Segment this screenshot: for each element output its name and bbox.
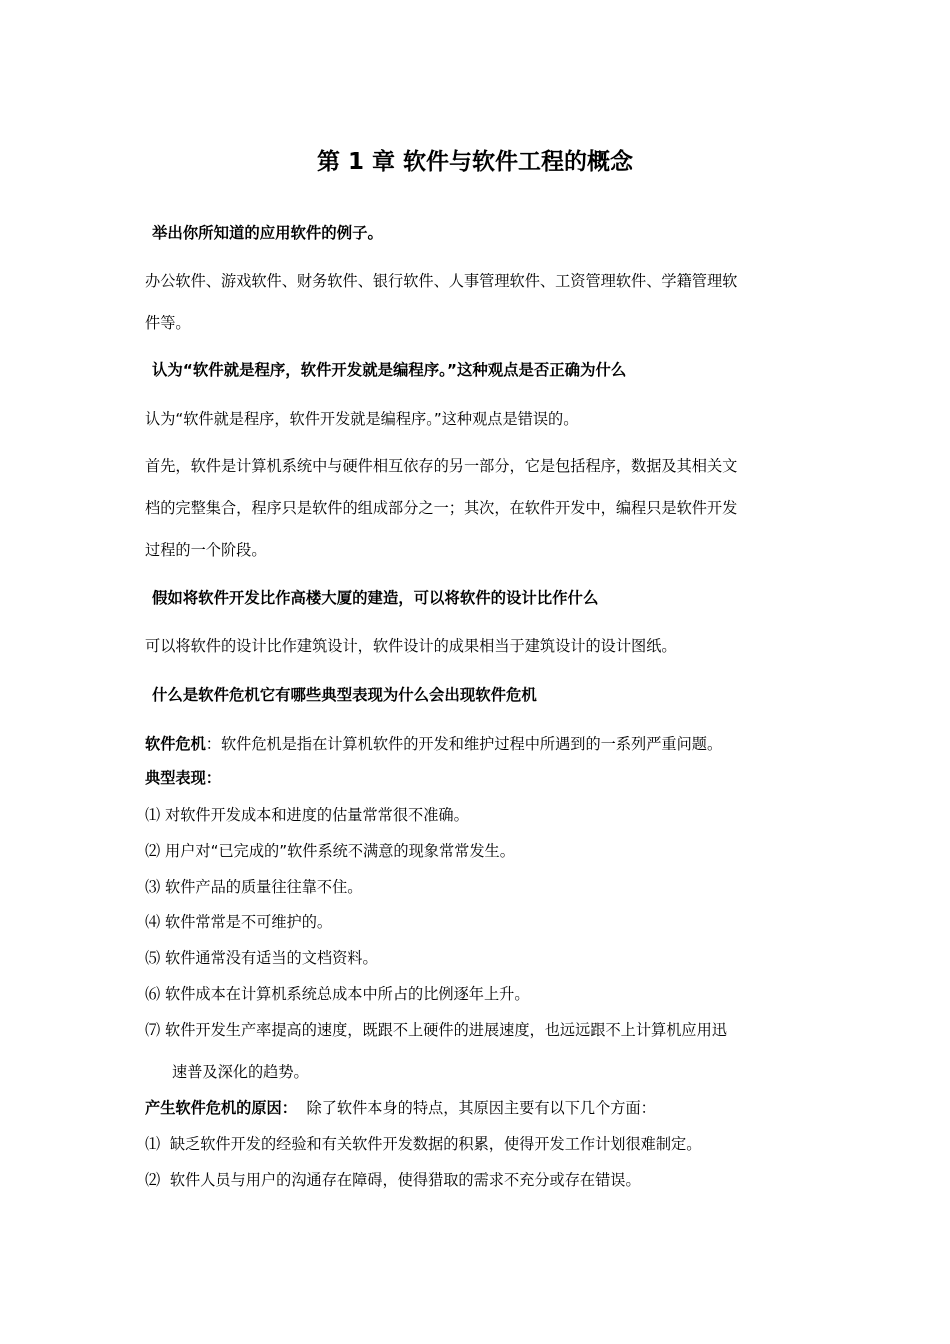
cause-line xyxy=(145,1097,656,1119)
answer-3-line-1: 可以将软件的设计比作建筑设计，软件设计的成果相当于建筑设计的设计图纸。 xyxy=(145,637,677,655)
typical-item-7: ⑺ 软件开发生产率提高的速度，既跟不上硬件的进展速度，也远远跟不上计算机应用迅 xyxy=(145,1021,727,1039)
typical-label: 典型表现： xyxy=(145,769,221,787)
answer-2-line-2: 首先，软件是计算机系统中与硬件相互依存的另一部分，它是包括程序，数据及其相关文 xyxy=(145,457,738,475)
cause-item-2: ⑵ 软件人员与用户的沟通存在障碍，使得猎取的需求不充分或存在错误。 xyxy=(145,1171,641,1189)
cause-text: 除了软件本身的特点，其原因主要有以下几个方面： xyxy=(296,1099,656,1117)
definition-text: ：软件危机是指在计算机软件的开发和维护过程中所遇到的一系列严重问题。 xyxy=(205,735,723,753)
definition-label: 软件危机 xyxy=(145,735,206,753)
typical-item-2: ⑵ 用户对“已完成的”软件系统不满意的现象常常发生。 xyxy=(145,842,515,860)
question-1: 举出你所知道的应用软件的例子。 xyxy=(152,224,383,242)
chapter-title: 第 1 章 软件与软件工程的概念 xyxy=(316,149,634,175)
cause-item-1: ⑴ 缺乏软件开发的经验和有关软件开发数据的积累，使得开发工作计划很难制定。 xyxy=(145,1135,702,1153)
typical-item-1: ⑴ 对软件开发成本和进度的估量常常很不准确。 xyxy=(145,806,469,824)
answer-1-line-1: 办公软件、游戏软件、财务软件、银行软件、人事管理软件、工资管理软件、学籍管理软 xyxy=(145,272,738,290)
definition-line xyxy=(145,733,722,755)
typical-item-4: ⑷ 软件常常是不可维护的。 xyxy=(145,913,333,931)
cause-label: 产生软件危机的原因： xyxy=(145,1099,297,1117)
answer-2-line-1: 认为“软件就是程序，软件开发就是编程序。”这种观点是错误的。 xyxy=(145,410,579,428)
answer-1-line-2: 件等。 xyxy=(145,314,191,332)
answer-2-line-4: 过程的一个阶段。 xyxy=(145,541,267,559)
typical-item-3: ⑶ 软件产品的质量往往靠不住。 xyxy=(145,878,363,896)
typical-item-5: ⑸ 软件通常没有适当的文档资料。 xyxy=(145,949,378,967)
answer-2-line-3: 档的完整集合，程序只是软件的组成部分之一；其次，在软件开发中，编程只是软件开发 xyxy=(145,499,738,517)
question-3: 假如将软件开发比作高楼大厦的建造，可以将软件的设计比作什么 xyxy=(152,589,599,607)
typical-item-6: ⑹ 软件成本在计算机系统总成本中所占的比例逐年上升。 xyxy=(145,985,530,1003)
typical-item-7-continued: 速普及深化的趋势。 xyxy=(172,1063,309,1081)
question-2: 认为“软件就是程序，软件开发就是编程序。”这种观点是否正确为什么 xyxy=(152,361,627,379)
question-4: 什么是软件危机它有哪些典型表现为什么会出现软件危机 xyxy=(152,686,537,704)
